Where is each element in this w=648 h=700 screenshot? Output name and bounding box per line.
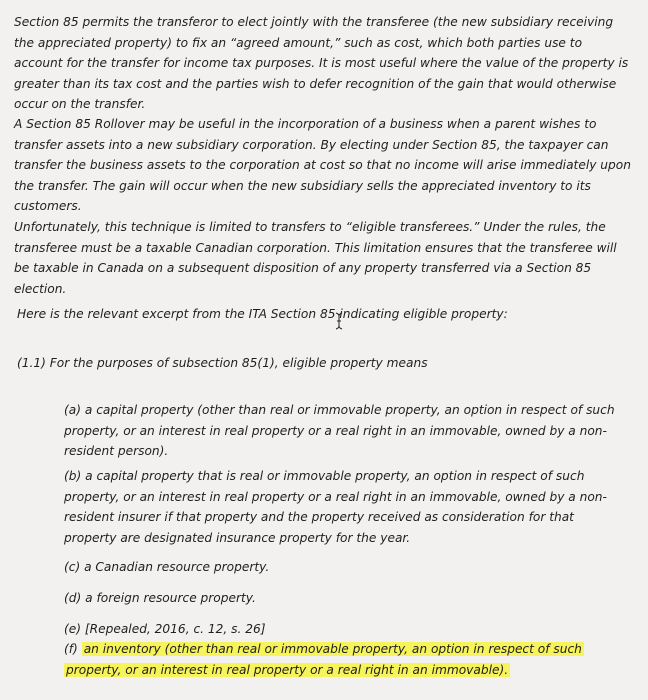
- list-item-d: (d) a foreign resource property.: [64, 591, 256, 605]
- list-item-a: (a) a capital property (other than real or immovable property, an option in respect of such property, or an interest in real property or a real right in an immovable, owned by a non-resident person).: [64, 403, 615, 458]
- highlighted-text: an inventory (other than real or immovable property, an option in respect of such property, or an interest in real property or a real right in an immovable).: [66, 642, 582, 677]
- paragraph-section-85-overview: Section 85 permits the transferor to elect jointly with the transferee (the new subsidiary receiving the appreciated property) to fix an “agreed amount,” such as cost, which both parties use to account for the transfer for income tax purposes. It is most useful where the value of the property is greater than its tax cost and the parties wish to defer recognition of the gain that would otherwise occur on the transfer.: [14, 15, 629, 111]
- paragraph-definition-heading: (1.1) For the purposes of subsection 85(1), eligible property means: [17, 356, 428, 370]
- list-item-b: (b) a capital property that is real or immovable property, an option in respect of such property, or an interest in real property or a real right in an immovable, owned by a non-resident insurer if that property and the property received as consideration for that property are designated insurance property for the year.: [64, 469, 607, 545]
- text-cursor-icon: [334, 312, 344, 330]
- paragraph-excerpt-intro: Here is the relevant excerpt from the ITA Section 85 indicating eligible property:: [17, 307, 508, 321]
- list-item-f: [64, 639, 630, 680]
- list-item-f-prefix: (f): [64, 642, 82, 656]
- list-item-c: (c) a Canadian resource property.: [64, 560, 270, 574]
- paragraph-eligible-transferees: Unfortunately, this technique is limited to transfers to “eligible transferees.” Under the rules, the transferee must be a taxable Canadian corporation. This limitation ensures that the transferee will be taxable in Canada on a subsequent disposition of any property transferred via a Section 85 election.: [14, 220, 617, 296]
- paragraph-rollover-example: A Section 85 Rollover may be useful in the incorporation of a business when a parent wishes to transfer assets into a new subsidiary corporation. By electing under Section 85, the taxpayer can transfer the business assets to the corporation at cost so that no income will arise immediately upon the transfer. The gain will occur when the new subsidiary sells the appreciated inventory to its customers.: [14, 117, 631, 213]
- list-item-e: (e) [Repealed, 2016, c. 12, s. 26]: [64, 622, 266, 636]
